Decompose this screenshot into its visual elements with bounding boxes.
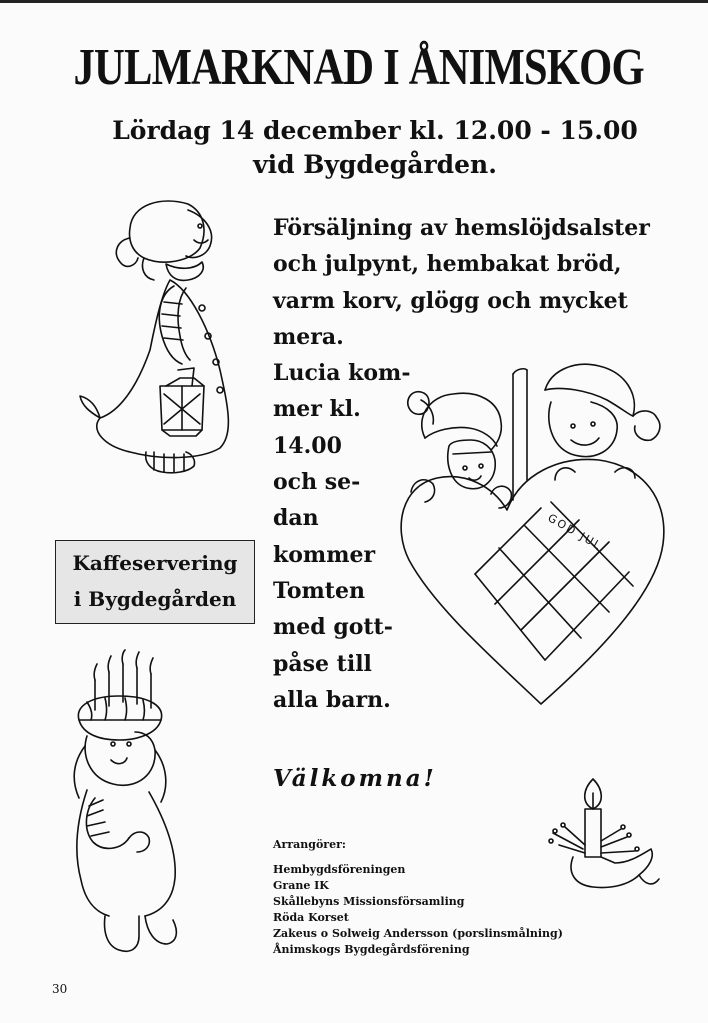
advent-candle-illustration: [545, 775, 660, 895]
organizer-item: Röda Korset: [273, 911, 349, 924]
welcome-text: Välkomna!: [273, 765, 437, 792]
coffee-line: Kaffeservering: [72, 551, 238, 575]
body-line: kommer: [273, 541, 376, 568]
organizer-item: Skållebyns Missionsförsamling: [273, 895, 465, 908]
body-line: alla barn.: [273, 686, 391, 713]
heart-text: GOD JUL: [545, 511, 605, 553]
subtitle-line: Lördag 14 december kl. 12.00 - 15.00: [112, 116, 638, 145]
organizer-item: Ånimskogs Bygdegårdsförening: [273, 943, 470, 956]
organizer-item: Hembygdsföreningen: [273, 863, 406, 876]
girl-with-lantern-illustration: [70, 190, 240, 490]
page-title: JULMARKNAD I ÅNIMSKOG: [73, 39, 644, 96]
tomtar-heart-illustration: [395, 360, 685, 710]
body-line: Försäljning av hemslöjdsalster: [273, 215, 650, 241]
event-date-location: [40, 114, 708, 182]
organizers-list: [273, 862, 563, 958]
body-line: mera.: [273, 323, 344, 350]
body-line: och se-: [273, 469, 361, 496]
coffee-line: i Bygdegården: [73, 587, 237, 611]
body-line: påse till: [273, 650, 372, 677]
body-line: med gott-: [273, 614, 393, 641]
body-line: 14.00: [273, 432, 342, 459]
organizers-label: Arrangörer:: [273, 838, 346, 851]
top-rule: [0, 0, 708, 3]
lucia-illustration: [65, 650, 215, 965]
body-line: mer kl.: [273, 396, 361, 423]
body-line: dan: [273, 505, 319, 532]
subtitle-line: vid Bygdegården.: [253, 150, 497, 179]
body-line: Lucia kom-: [273, 360, 411, 387]
organizer-item: Zakeus o Solweig Andersson (porslinsmålning): [273, 927, 563, 940]
coffee-service-box: [55, 540, 255, 624]
organizer-item: Grane IK: [273, 879, 329, 892]
body-line: Tomten: [273, 577, 365, 604]
body-line: varm korv, glögg och mycket: [273, 287, 628, 314]
body-line: och julpynt, hembakat bröd,: [273, 251, 622, 278]
page-number: 30: [52, 982, 68, 996]
